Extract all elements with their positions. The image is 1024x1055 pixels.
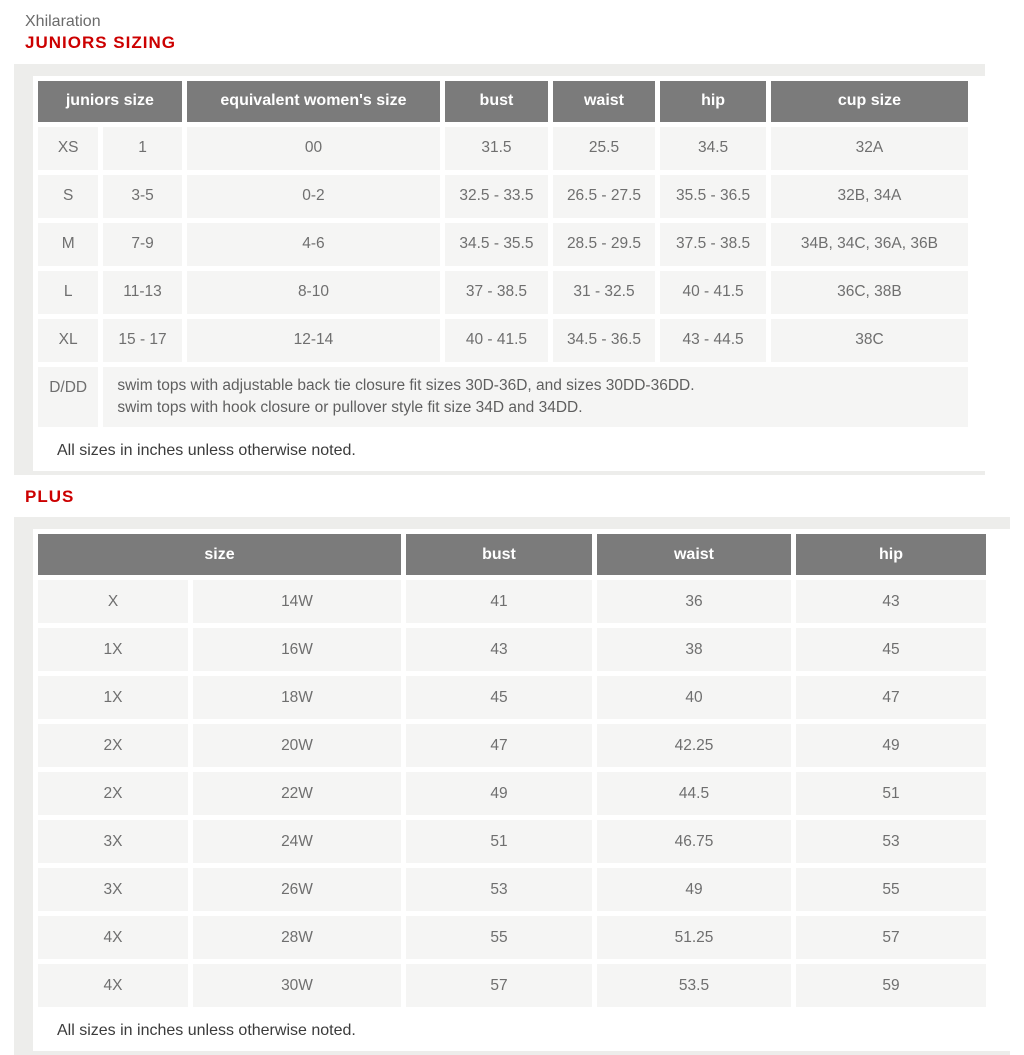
plus-size-cell: 3X xyxy=(38,868,188,911)
column-header-waist: waist xyxy=(597,534,791,575)
hip-cell: 55 xyxy=(796,868,986,911)
table-row xyxy=(38,127,968,170)
plus-w-size-cell: 14W xyxy=(193,580,401,623)
waist-cell: 28.5 - 29.5 xyxy=(553,223,656,266)
plus-content xyxy=(33,529,1010,1051)
table-row xyxy=(38,916,986,959)
bust-cell: 34.5 - 35.5 xyxy=(445,223,548,266)
cup-size-cell: 32B, 34A xyxy=(771,175,968,218)
column-header-waist: waist xyxy=(553,81,656,122)
table-row xyxy=(38,223,968,266)
column-header-bust: bust xyxy=(406,534,592,575)
waist-cell: 34.5 - 36.5 xyxy=(553,319,656,362)
bust-cell: 49 xyxy=(406,772,592,815)
table-row xyxy=(38,724,986,767)
cup-size-cell: 34B, 34C, 36A, 36B xyxy=(771,223,968,266)
plus-sizing-table xyxy=(33,529,991,1012)
hip-cell: 47 xyxy=(796,676,986,719)
bust-cell: 47 xyxy=(406,724,592,767)
plus-w-size-cell: 16W xyxy=(193,628,401,671)
waist-cell: 25.5 xyxy=(553,127,656,170)
hip-cell: 53 xyxy=(796,820,986,863)
juniors-panel xyxy=(14,64,985,475)
juniors-sizes-note: All sizes in inches unless otherwise noted. xyxy=(33,432,985,471)
table-row xyxy=(38,580,986,623)
hip-cell: 37.5 - 38.5 xyxy=(660,223,766,266)
juniors-size-number-cell: 3-5 xyxy=(103,175,181,218)
ddd-note-row xyxy=(38,367,968,427)
plus-size-cell: X xyxy=(38,580,188,623)
waist-cell: 36 xyxy=(597,580,791,623)
bust-cell: 40 - 41.5 xyxy=(445,319,548,362)
plus-panel xyxy=(14,517,1010,1055)
plus-size-cell: 4X xyxy=(38,964,188,1007)
juniors-size-letter-cell: L xyxy=(38,271,98,314)
juniors-header-row xyxy=(38,81,968,122)
juniors-size-letter-cell: M xyxy=(38,223,98,266)
plus-w-size-cell: 24W xyxy=(193,820,401,863)
bust-cell: 55 xyxy=(406,916,592,959)
waist-cell: 53.5 xyxy=(597,964,791,1007)
juniors-sizing-table xyxy=(33,76,973,432)
juniors-size-letter-cell: S xyxy=(38,175,98,218)
plus-w-size-cell: 30W xyxy=(193,964,401,1007)
hip-cell: 45 xyxy=(796,628,986,671)
ddd-text-cell xyxy=(103,367,968,427)
juniors-size-number-cell: 15 - 17 xyxy=(103,319,181,362)
column-header-juniors-size: juniors size xyxy=(38,81,182,122)
ddd-text-line2: swim tops with hook closure or pullover style fit size 34D and 34DD. xyxy=(117,398,583,416)
plus-size-cell: 4X xyxy=(38,916,188,959)
plus-title: PLUS xyxy=(25,486,75,506)
womens-size-cell: 4-6 xyxy=(187,223,440,266)
table-row xyxy=(38,868,986,911)
table-row xyxy=(38,175,968,218)
womens-size-cell: 12-14 xyxy=(187,319,440,362)
bust-cell: 45 xyxy=(406,676,592,719)
plus-sizes-note: All sizes in inches unless otherwise noted. xyxy=(33,1012,1010,1051)
hip-cell: 57 xyxy=(796,916,986,959)
juniors-size-letter-cell: XS xyxy=(38,127,98,170)
juniors-size-letter-cell: XL xyxy=(38,319,98,362)
juniors-size-number-cell: 7-9 xyxy=(103,223,181,266)
plus-w-size-cell: 20W xyxy=(193,724,401,767)
plus-size-cell: 3X xyxy=(38,820,188,863)
bust-cell: 31.5 xyxy=(445,127,548,170)
plus-size-cell: 2X xyxy=(38,724,188,767)
cup-size-cell: 32A xyxy=(771,127,968,170)
hip-cell: 51 xyxy=(796,772,986,815)
bust-cell: 41 xyxy=(406,580,592,623)
cup-size-cell: 38C xyxy=(771,319,968,362)
hip-cell: 43 - 44.5 xyxy=(660,319,766,362)
column-header-size: size xyxy=(38,534,401,575)
table-row xyxy=(38,964,986,1007)
hip-cell: 40 - 41.5 xyxy=(660,271,766,314)
hip-cell: 49 xyxy=(796,724,986,767)
juniors-size-number-cell: 11-13 xyxy=(103,271,181,314)
bust-cell: 37 - 38.5 xyxy=(445,271,548,314)
womens-size-cell: 8-10 xyxy=(187,271,440,314)
bust-cell: 57 xyxy=(406,964,592,1007)
bust-cell: 43 xyxy=(406,628,592,671)
juniors-size-number-cell: 1 xyxy=(103,127,181,170)
waist-cell: 42.25 xyxy=(597,724,791,767)
waist-cell: 44.5 xyxy=(597,772,791,815)
ddd-text-line1: swim tops with adjustable back tie closure fit sizes 30D-36D, and sizes 30DD-36DD. xyxy=(117,376,695,394)
hip-cell: 43 xyxy=(796,580,986,623)
bust-cell: 53 xyxy=(406,868,592,911)
waist-cell: 31 - 32.5 xyxy=(553,271,656,314)
plus-w-size-cell: 22W xyxy=(193,772,401,815)
ddd-label-cell: D/DD xyxy=(38,367,98,427)
waist-cell: 40 xyxy=(597,676,791,719)
waist-cell: 38 xyxy=(597,628,791,671)
brand-title: Xhilaration xyxy=(25,13,101,30)
waist-cell: 49 xyxy=(597,868,791,911)
waist-cell: 26.5 - 27.5 xyxy=(553,175,656,218)
womens-size-cell: 00 xyxy=(187,127,440,170)
table-row xyxy=(38,319,968,362)
plus-header-row xyxy=(38,534,986,575)
plus-size-cell: 2X xyxy=(38,772,188,815)
bust-cell: 32.5 - 33.5 xyxy=(445,175,548,218)
table-row xyxy=(38,628,986,671)
plus-w-size-cell: 28W xyxy=(193,916,401,959)
juniors-sizing-title: JUNIORS SIZING xyxy=(25,33,176,53)
column-header-womens-size: equivalent women's size xyxy=(187,81,440,122)
column-header-hip: hip xyxy=(796,534,986,575)
cup-size-cell: 36C, 38B xyxy=(771,271,968,314)
womens-size-cell: 0-2 xyxy=(187,175,440,218)
plus-w-size-cell: 26W xyxy=(193,868,401,911)
bust-cell: 51 xyxy=(406,820,592,863)
table-row xyxy=(38,820,986,863)
column-header-cup-size: cup size xyxy=(771,81,968,122)
plus-size-cell: 1X xyxy=(38,628,188,671)
waist-cell: 51.25 xyxy=(597,916,791,959)
hip-cell: 35.5 - 36.5 xyxy=(660,175,766,218)
waist-cell: 46.75 xyxy=(597,820,791,863)
table-row xyxy=(38,772,986,815)
plus-w-size-cell: 18W xyxy=(193,676,401,719)
table-row xyxy=(38,271,968,314)
table-row xyxy=(38,676,986,719)
plus-size-cell: 1X xyxy=(38,676,188,719)
hip-cell: 59 xyxy=(796,964,986,1007)
hip-cell: 34.5 xyxy=(660,127,766,170)
column-header-bust: bust xyxy=(445,81,548,122)
column-header-hip: hip xyxy=(660,81,766,122)
juniors-content xyxy=(33,76,985,471)
